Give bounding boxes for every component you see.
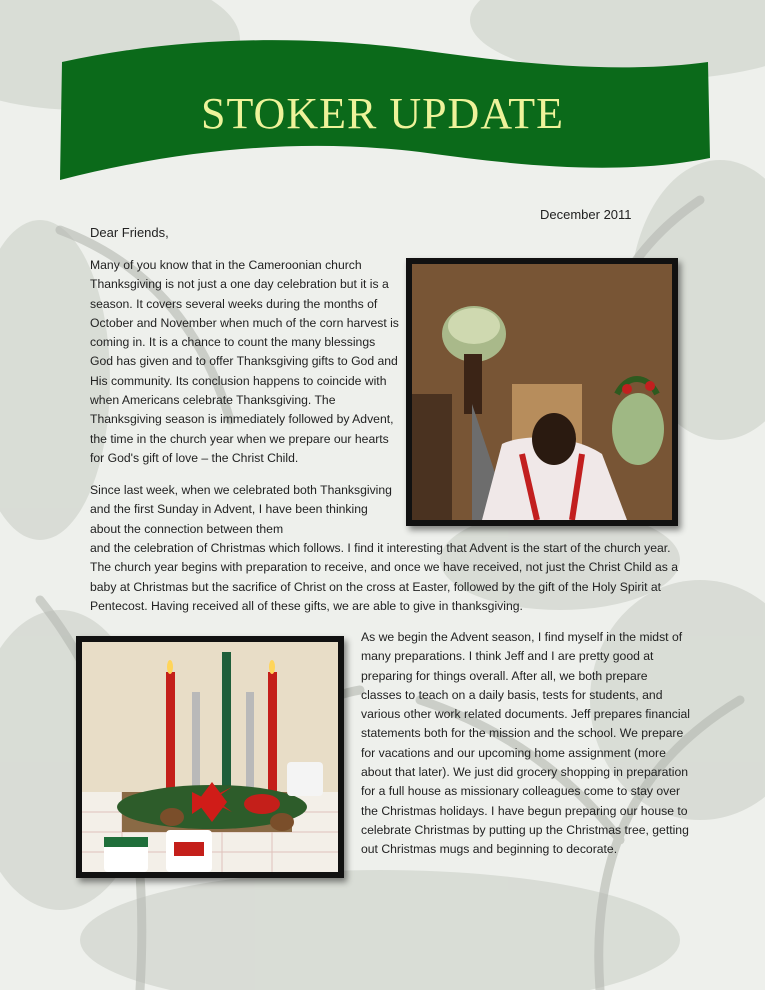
offering-illustration xyxy=(412,264,672,520)
photo-advent-wreath xyxy=(76,636,344,878)
paragraph-thanksgiving: Many of you know that in the Cameroonian church Thanksgiving is not just a one day celebration but it is a season. It covers several weeks during the months of October and November when much of the corn harvest is coming in. It is a chance to count the many blessings God has given and to offer Thanksgiving gifts to God and His community. Its conclusion happens to coincide with when Americans celebrate Thanksgiving. The Thanksgiving season is immediately followed by Advent, the time in the church year when we prepare our hearts for God's gift of love – the Christ Child. xyxy=(90,258,399,465)
salutation: Dear Friends, xyxy=(90,225,169,240)
paragraph-advent-start: Since last week, when we celebrated both Thanksgiving and the first Sunday in Advent, I have been thinking about the connection between them xyxy=(90,483,392,536)
advent-wreath-illustration xyxy=(82,642,338,872)
newsletter-date: December 2011 xyxy=(540,207,632,222)
paragraph-preparations: As we begin the Advent season, I find myself in the midst of many preparations. I think Jeff and I are pretty good at preparing for things overall. After all, we both prepare classes to teach on a daily basis, tests for students, and various other work related documents. Jeff prepares financial statements both for the mission and the school. We prepare for vacations and our upcoming home assignment (more about that later). We just did grocery shopping in preparation for a full house as missionary colleagues come to stay over the Christmas holidays. I have begun preparing our house to celebrate Christmas by putting up the Christmas tree, getting out Christmas mugs and beginning to decorate. xyxy=(361,630,691,857)
newsletter-title: STOKER UPDATE xyxy=(200,89,564,138)
paragraph-advent-continued: and the celebration of Christmas which follows. I find it interesting that Advent is the start of the church year. The church year begins with preparation to receive, and once we have received, not just the Christ Child as a baby at Christmas but the sacrifice of Christ on the cross at Easter, followed by the gift of the Holy Spirit at Pentecost. Having received all of these gifts, we are able to give in thanksgiving. xyxy=(90,541,679,613)
photo-thanksgiving-offering xyxy=(406,258,678,526)
